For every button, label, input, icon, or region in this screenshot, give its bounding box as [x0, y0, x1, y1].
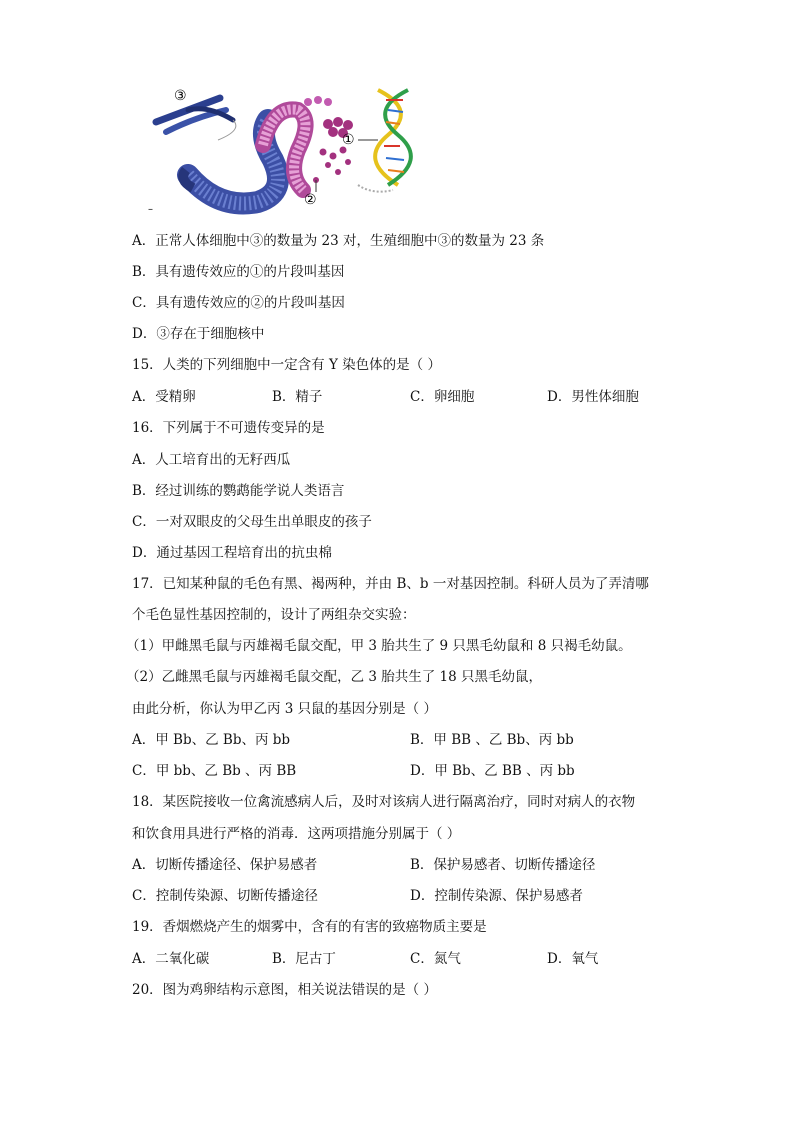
q16-option-c: C．一对双眼皮的父母生出单眼皮的孩子 — [132, 514, 372, 530]
q17-stem-line2: 个毛色显性基因控制的，设计了两组杂交实验： — [132, 607, 416, 623]
q20-stem: 20．图为鸡卵结构示意图，相关说法错误的是（ ） — [132, 982, 437, 998]
q17-stem-line1: 17．已知某种鼠的毛色有黑、褐两种，并由 B、b 一对基因控制。科研人员为了弄清哪 — [132, 576, 649, 592]
label-2: ② — [304, 192, 317, 208]
q15-option-d: D．男性体细胞 — [547, 389, 639, 405]
q17-experiment-2: （2）乙雌黑毛鼠与丙雄褐毛鼠交配，乙 3 胎共生了 18 只黑毛幼鼠， — [126, 669, 543, 685]
q14-option-c: C．具有遗传效应的②的片段叫基因 — [132, 295, 345, 311]
q14-option-d: D．③存在于细胞核中 — [132, 326, 265, 342]
q19-option-c: C．氮气 — [410, 951, 461, 967]
q19-stem: 19．香烟燃烧产生的烟雾中，含有的有害的致癌物质主要是 — [132, 919, 487, 935]
label-3: ③ — [174, 88, 187, 104]
q16-option-b: B．经过训练的鹦鹉能学说人类语言 — [132, 483, 345, 499]
dna-helix-icon — [358, 90, 411, 192]
q15-option-a: A．受精卵 — [132, 389, 196, 405]
caption-mark: – — [148, 204, 153, 215]
chromosome-dna-illustration — [148, 80, 428, 215]
q18-option-d: D．控制传染源、保护易感者 — [410, 888, 583, 904]
q16-option-a: A．人工培育出的无籽西瓜 — [132, 452, 291, 468]
q16-stem: 16．下列属于不可遗传变异的是 — [132, 420, 325, 436]
q17-experiment-1: （1）甲雌黑毛鼠与丙雄褐毛鼠交配，甲 3 胎共生了 9 只黑毛幼鼠和 8 只褐毛幼鼠。 — [126, 638, 632, 654]
q17-option-b: B．甲 BB 、乙 Bb、丙 bb — [410, 732, 574, 748]
q19-option-a: A．二氧化碳 — [132, 951, 210, 967]
q15-option-b: B．精子 — [272, 389, 323, 405]
q19-option-b: B．尼古丁 — [272, 951, 336, 967]
q15-option-c: C．卵细胞 — [410, 389, 475, 405]
q18-option-b: B．保护易感者、切断传播途径 — [410, 857, 596, 873]
q18-option-c: C．控制传染源、切断传播途径 — [132, 888, 318, 904]
label-1: ① — [342, 132, 355, 148]
q18-stem-line1: 18．某医院接收一位禽流感病人后，及时对该病人进行隔离治疗，同时对病人的衣物 — [132, 794, 636, 810]
q18-stem-line2: 和饮食用具进行严格的消毒．这两项措施分别属于（ ） — [132, 826, 461, 842]
q19-option-d: D．氧气 — [547, 951, 599, 967]
q14-option-b: B．具有遗传效应的①的片段叫基因 — [132, 264, 345, 280]
q17-question: 由此分析，你认为甲乙丙 3 只鼠的基因分别是（ ） — [132, 701, 437, 717]
q16-option-d: D．通过基因工程培育出的抗虫棉 — [132, 545, 332, 561]
nucleosome-icon — [313, 117, 353, 183]
q17-option-a: A．甲 Bb、乙 Bb、丙 bb — [132, 732, 291, 748]
q17-option-d: D．甲 Bb、乙 BB 、丙 bb — [410, 763, 575, 779]
q15-stem: 15．人类的下列细胞中一定含有 Y 染色体的是（ ） — [132, 357, 441, 373]
chromosome-icon — [156, 98, 236, 140]
q18-option-a: A．切断传播途径、保护易感者 — [132, 857, 318, 873]
q14-option-a: A．正常人体细胞中③的数量为 23 对，生殖细胞中③的数量为 23 条 — [132, 233, 545, 249]
q17-option-c: C．甲 bb、乙 Bb 、丙 BB — [132, 763, 297, 779]
